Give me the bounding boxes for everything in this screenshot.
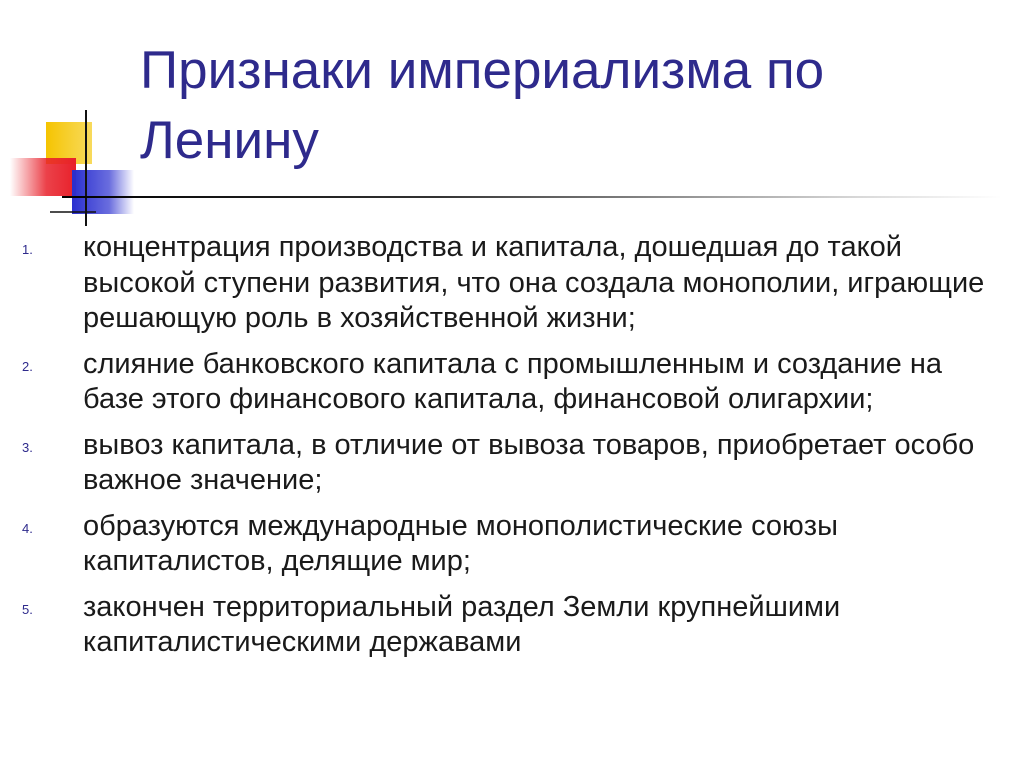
- list-item-text: вывоз капитала, в отличие от вывоза товаров, приобретает особо важное значение;: [83, 428, 975, 496]
- list-item: [0, 347, 1024, 418]
- list-item-text: образуются международные монополистические союзы капиталистов, делящие мир;: [83, 509, 838, 577]
- title-divider: [62, 196, 1002, 198]
- deco-yellow-square: [46, 122, 92, 164]
- list-item-number: 2.: [22, 358, 33, 374]
- list-item: [0, 428, 1024, 499]
- list-item: [0, 509, 1024, 580]
- list-item-text: концентрация производства и капитала, дошедшая до такой высокой ступени развития, что она создала монополии, играющие решающую роль в хозяйственной жизни;: [83, 231, 985, 334]
- deco-red-bar: [10, 158, 76, 196]
- deco-blue-bar: [72, 170, 134, 214]
- list-item: [0, 230, 1024, 337]
- slide-title: Признаки империализма по Ленину: [140, 41, 825, 170]
- list-item: [0, 590, 1024, 661]
- list-item-number: 5.: [22, 601, 33, 617]
- list-item-number: 3.: [22, 439, 33, 455]
- list-item-text: слияние банковского капитала с промышленным и создание на базе этого финансового капитала, финансовой олигархии;: [83, 347, 942, 415]
- list-item-number: 1.: [22, 242, 33, 257]
- list-item-number: 4.: [22, 520, 33, 536]
- list-item-text: закончен территориальный раздел Земли крупнейшими капиталистическими державами: [83, 590, 841, 658]
- criteria-list: [0, 230, 1024, 671]
